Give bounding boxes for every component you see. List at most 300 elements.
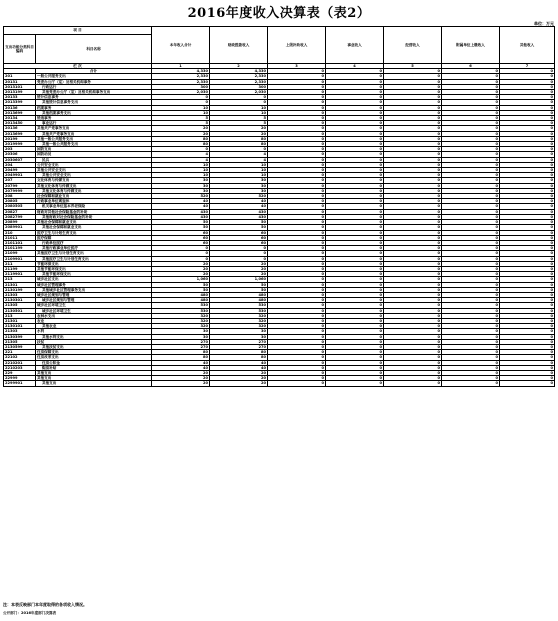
row-value: 80 [210, 350, 268, 355]
row-name: 扶贫 [36, 339, 152, 344]
row-value: 4 [210, 157, 268, 162]
row-name: 其他档案事务支出 [36, 110, 152, 115]
row-value: 0 [384, 318, 442, 323]
row-value: 0 [500, 105, 555, 110]
row-value: 0 [268, 214, 326, 219]
row-value: 320 [210, 313, 268, 318]
row-value: 40 [210, 199, 268, 204]
row-value: 0 [326, 152, 384, 157]
row-value: 0 [268, 308, 326, 313]
row-name: 其他行政事业单位医疗 [36, 246, 152, 251]
row-value: 50 [210, 287, 268, 292]
row-value: 0 [268, 272, 326, 277]
row-value: 0 [326, 256, 384, 261]
row-value: 0 [268, 318, 326, 323]
row-value: 0 [326, 261, 384, 266]
row-code: 2013699 [4, 131, 36, 136]
col-index: 7 [500, 64, 555, 69]
row-code: 204 [4, 162, 36, 167]
row-code: 22999 [4, 376, 36, 381]
row-value: 0 [384, 261, 442, 266]
row-value: 0 [442, 350, 500, 355]
row-value: 40 [210, 360, 268, 365]
row-value: 0 [268, 282, 326, 287]
row-value: 0 [442, 152, 500, 157]
row-value: 0 [500, 318, 555, 323]
row-value: 0 [268, 74, 326, 79]
row-value: 0 [384, 251, 442, 256]
row-value: 0 [268, 266, 326, 271]
row-value: 0 [500, 355, 555, 360]
row-value: 0 [326, 188, 384, 193]
row-code: 2049901 [4, 173, 36, 178]
row-value: 0 [268, 204, 326, 209]
row-code: 2079999 [4, 188, 36, 193]
row-value: 0 [384, 308, 442, 313]
row-value: 0 [326, 282, 384, 287]
row-value: 530 [210, 303, 268, 308]
row-name: 其他统计信息事务支出 [36, 100, 152, 105]
row-name: 农林水支出 [36, 313, 152, 318]
row-name: 其他医疗卫生与计划生育支出 [36, 256, 152, 261]
row-value: 0 [500, 214, 555, 219]
name-header: 科目名称 [36, 35, 152, 64]
row-value: 0 [500, 157, 555, 162]
row-value: 0 [500, 266, 555, 271]
row-value: 0 [384, 313, 442, 318]
row-name: 其他公共安全支出 [36, 168, 152, 173]
col-index: 5 [384, 64, 442, 69]
row-name: 合计 [36, 69, 152, 74]
row-value: 0 [500, 298, 555, 303]
row-value: 0 [326, 298, 384, 303]
row-value: 20 [210, 266, 268, 271]
row-value: 0 [442, 230, 500, 235]
row-value: 0 [210, 100, 268, 105]
row-value: 30 [152, 183, 210, 188]
row-code: 20134 [4, 116, 36, 121]
row-value: 0 [442, 121, 500, 126]
row-code: 2130301 [4, 298, 36, 303]
row-value: 0 [442, 287, 500, 292]
row-value: 0 [384, 355, 442, 360]
row-code: 20199 [4, 136, 36, 141]
row-value: 0 [500, 261, 555, 266]
row-value: 0 [384, 272, 442, 277]
row-value: 0 [442, 74, 500, 79]
row-value: 0 [384, 339, 442, 344]
row-value: 0 [384, 162, 442, 167]
row-value: 0 [268, 95, 326, 100]
row-value: 0 [326, 344, 384, 349]
row-value: 0 [500, 152, 555, 157]
row-value: 0 [384, 183, 442, 188]
row-value: 0 [326, 350, 384, 355]
row-name: 行政运行 [36, 84, 152, 89]
row-value: 50 [152, 287, 210, 292]
row-value: 0 [326, 90, 384, 95]
row-value: 0 [384, 225, 442, 230]
row-value: 320 [152, 313, 210, 318]
row-name: 购房补贴 [36, 365, 152, 370]
row-value: 0 [326, 318, 384, 323]
row-code: 2030607 [4, 157, 36, 162]
row-value: 0 [384, 136, 442, 141]
row-value: 0 [326, 334, 384, 339]
row-value: 0 [384, 116, 442, 121]
row-value: 0 [442, 355, 500, 360]
row-code: 21301 [4, 318, 36, 323]
row-value: 0 [500, 173, 555, 178]
row-value: 0 [152, 147, 210, 152]
row-value: 0 [442, 360, 500, 365]
row-value: 0 [268, 121, 326, 126]
row-value: 0 [326, 251, 384, 256]
row-value: 0 [500, 116, 555, 121]
row-value: 0 [442, 142, 500, 147]
row-value: 320 [210, 324, 268, 329]
row-value: 0 [384, 298, 442, 303]
column-header: 附属单位上缴收入 [442, 27, 500, 64]
row-value: 0 [442, 272, 500, 277]
row-value: 0 [442, 183, 500, 188]
row-value: 0 [268, 157, 326, 162]
row-value: 20 [210, 131, 268, 136]
row-value: 0 [326, 292, 384, 297]
row-value: 0 [326, 116, 384, 121]
row-value: 0 [500, 350, 555, 355]
row-name: 节能环保支出 [36, 261, 152, 266]
row-name: 城乡社区规划与管理 [36, 298, 152, 303]
row-code: 2013699 [4, 110, 36, 115]
row-value: 0 [268, 168, 326, 173]
row-value: 0 [384, 303, 442, 308]
row-value: 0 [326, 266, 384, 271]
row-name: 其他医疗卫生与计划生育支出 [36, 251, 152, 256]
footer-sub: 公开部门：2016年度部门决算表 [3, 611, 57, 615]
row-code: 2013199 [4, 90, 36, 95]
row-value: 0 [384, 329, 442, 334]
row-value: 0 [326, 126, 384, 131]
row-code: 21099 [4, 251, 36, 256]
row-name: 医疗卫生与计划生育支出 [36, 230, 152, 235]
row-value: 0 [384, 173, 442, 178]
row-value: 60 [210, 230, 268, 235]
row-value: 0 [500, 136, 555, 141]
row-name: 档案事务 [36, 105, 152, 110]
row-value: 0 [500, 272, 555, 277]
row-value: 0 [384, 334, 442, 339]
row-value: 0 [442, 251, 500, 256]
report-title: 2016年度收入决算表（表2） [187, 6, 371, 21]
row-value: 0 [326, 381, 384, 386]
row-value: 10 [152, 105, 210, 110]
row-code: 2130399 [4, 334, 36, 339]
row-value: 320 [152, 318, 210, 323]
row-value: 4 [210, 152, 268, 157]
row-value: 0 [442, 344, 500, 349]
row-value: 60 [152, 240, 210, 245]
row-value: 0 [268, 365, 326, 370]
row-code: 2130199 [4, 287, 36, 292]
row-value: 0 [442, 376, 500, 381]
row-value: 4 [152, 157, 210, 162]
row-value: 50 [152, 282, 210, 287]
row-value: 0 [326, 79, 384, 84]
row-value: 0 [442, 136, 500, 141]
row-name: 文化体育与传媒支出 [36, 178, 152, 183]
row-name: 行政事业单位离退休 [36, 199, 152, 204]
row-value: 0 [326, 131, 384, 136]
row-value: 0 [268, 105, 326, 110]
row-value: 0 [442, 194, 500, 199]
row-code: 21303 [4, 292, 36, 297]
row-name: 水利 [36, 329, 152, 334]
row-value: 0 [442, 173, 500, 178]
row-code: 203 [4, 147, 36, 152]
row-value: 0 [500, 178, 555, 183]
row-name: 其他扶贫支出 [36, 344, 152, 349]
row-value: 0 [326, 235, 384, 240]
col-index: 6 [442, 64, 500, 69]
row-code: 207 [4, 178, 36, 183]
row-value: 0 [500, 100, 555, 105]
row-value: 0 [500, 209, 555, 214]
row-value: 60 [210, 235, 268, 240]
row-value: 2,330 [210, 74, 268, 79]
row-code: 2101101 [4, 240, 36, 245]
row-value: 0 [442, 95, 500, 100]
row-name: 其他公共安全支出 [36, 173, 152, 178]
row-value: 40 [152, 360, 210, 365]
row-value: 4,330 [210, 69, 268, 74]
row-value: 0 [384, 204, 442, 209]
row-value: 0 [268, 90, 326, 95]
row-name: 其他节能环保支出 [36, 272, 152, 277]
row-code: 2130599 [4, 344, 36, 349]
row-value: 0 [442, 329, 500, 334]
row-value: 480 [152, 298, 210, 303]
row-value: 50 [210, 282, 268, 287]
row-value: 0 [326, 199, 384, 204]
row-value: 0 [442, 199, 500, 204]
row-value: 20 [152, 381, 210, 386]
row-value: 0 [326, 173, 384, 178]
row-value: 0 [384, 246, 442, 251]
row-value: 0 [326, 84, 384, 89]
row-name: 农业 [36, 318, 152, 323]
row-value: 0 [268, 230, 326, 235]
row-value: 0 [442, 131, 500, 136]
row-value: 0 [500, 126, 555, 131]
row-name: 其他共产党事务支出 [36, 126, 152, 131]
column-header: 经营收入 [384, 27, 442, 64]
row-value: 0 [384, 220, 442, 225]
row-value: 0 [384, 230, 442, 235]
row-value: 0 [500, 313, 555, 318]
row-name: 其他一般公共服务支出 [36, 136, 152, 141]
row-value: 0 [442, 313, 500, 318]
row-value: 0 [384, 90, 442, 95]
row-value: 0 [268, 126, 326, 131]
row-value: 0 [268, 277, 326, 282]
row-value: 0 [326, 287, 384, 292]
row-value: 10 [152, 173, 210, 178]
row-value: 10 [152, 162, 210, 167]
row-value: 0 [500, 287, 555, 292]
row-value: 0 [442, 298, 500, 303]
row-value: 0 [268, 324, 326, 329]
row-value: 0 [500, 303, 555, 308]
row-value: 0 [500, 147, 555, 152]
row-value: 0 [268, 376, 326, 381]
row-value: 0 [384, 209, 442, 214]
row-value: 0 [442, 178, 500, 183]
row-value: 0 [268, 183, 326, 188]
row-value: 0 [384, 240, 442, 245]
row-value: 0 [442, 214, 500, 219]
row-value: 0 [500, 329, 555, 334]
row-code: 20499 [4, 168, 36, 173]
row-value: 430 [152, 209, 210, 214]
row-value: 30 [210, 188, 268, 193]
row-value: 0 [326, 313, 384, 318]
row-value: 0 [384, 121, 442, 126]
code-header: 支出功能分类科目编码 [4, 35, 36, 64]
row-code: 213 [4, 313, 36, 318]
row-name: 国防支出 [36, 147, 152, 152]
row-value: 0 [500, 69, 555, 74]
row-value: 0 [268, 116, 326, 121]
row-value: 0 [500, 277, 555, 282]
row-value: 0 [384, 376, 442, 381]
row-value: 0 [500, 121, 555, 126]
row-value: 0 [152, 256, 210, 261]
row-value: 0 [442, 225, 500, 230]
row-value: 0 [442, 69, 500, 74]
row-value: 0 [268, 79, 326, 84]
row-value: 0 [500, 110, 555, 115]
row-value: 0 [268, 240, 326, 245]
row-value: 300 [210, 84, 268, 89]
row-value: 80 [152, 355, 210, 360]
row-name: 住房改革支出 [36, 355, 152, 360]
row-value: 0 [384, 126, 442, 131]
row-value: 0 [326, 147, 384, 152]
row-value: 0 [500, 256, 555, 261]
row-value: 2,330 [152, 74, 210, 79]
row-value: 0 [268, 225, 326, 230]
row-value: 0 [442, 324, 500, 329]
row-value: 0 [326, 246, 384, 251]
row-code: 20133 [4, 95, 36, 100]
row-value: 0 [500, 188, 555, 193]
row-code: 2013399 [4, 100, 36, 105]
row-value: 0 [442, 365, 500, 370]
row-value: 40 [210, 204, 268, 209]
row-value: 2,030 [152, 90, 210, 95]
row-value: 0 [326, 209, 384, 214]
row-value: 0 [326, 162, 384, 167]
row-value: 0 [500, 292, 555, 297]
row-name: 行政单位医疗 [36, 240, 152, 245]
row-value: 5 [210, 121, 268, 126]
row-value: 20 [152, 126, 210, 131]
row-code: 2082799 [4, 214, 36, 219]
row-value: 0 [442, 235, 500, 240]
row-value: 0 [268, 147, 326, 152]
row-value: 0 [442, 220, 500, 225]
row-value: 20 [152, 272, 210, 277]
row-value: 0 [384, 157, 442, 162]
row-code: 2130101 [4, 324, 36, 329]
row-code: 2210203 [4, 365, 36, 370]
row-name: 住房保障支出 [36, 350, 152, 355]
row-value: 0 [500, 365, 555, 370]
row-value: 0 [500, 162, 555, 167]
row-code: 20805 [4, 199, 36, 204]
row-value: 30 [210, 334, 268, 339]
row-value: 0 [326, 308, 384, 313]
row-value: 0 [384, 194, 442, 199]
row-value: 320 [152, 324, 210, 329]
table-row [4, 381, 555, 386]
row-value: 0 [384, 74, 442, 79]
row-value: 0 [442, 318, 500, 323]
row-value: 0 [384, 266, 442, 271]
row-code: 20136 [4, 126, 36, 131]
row-value: 0 [500, 246, 555, 251]
row-name: 国防动员 [36, 152, 152, 157]
row-value: 270 [210, 339, 268, 344]
row-value: 20 [210, 376, 268, 381]
row-value: 0 [326, 168, 384, 173]
row-name: 城乡社区规划与管理 [36, 292, 152, 297]
row-name: 社会保障和就业支出 [36, 194, 152, 199]
row-value: 0 [268, 69, 326, 74]
row-value: 40 [152, 365, 210, 370]
footer-note: 注：本表反映部门本年度取得的各项收入情况。 [3, 602, 87, 607]
row-value: 30 [210, 183, 268, 188]
row-code: 213 [4, 277, 36, 282]
row-value: 0 [210, 95, 268, 100]
row-name: 其他支出 [36, 370, 152, 375]
row-value: 0 [326, 339, 384, 344]
row-code: 211 [4, 261, 36, 266]
row-value: 300 [152, 84, 210, 89]
row-value: 4 [152, 152, 210, 157]
row-value: 0 [326, 272, 384, 277]
row-value: 0 [442, 168, 500, 173]
row-value: 0 [442, 116, 500, 121]
row-value: 0 [442, 246, 500, 251]
row-value: 0 [326, 329, 384, 334]
row-value: 480 [210, 298, 268, 303]
row-value: 0 [268, 329, 326, 334]
row-value: 0 [326, 142, 384, 147]
row-value: 20 [152, 131, 210, 136]
row-value: 0 [152, 246, 210, 251]
row-value: 80 [210, 142, 268, 147]
row-value: 320 [210, 318, 268, 323]
row-value: 0 [500, 204, 555, 209]
row-value: 480 [210, 292, 268, 297]
row-value: 0 [442, 84, 500, 89]
row-value: 40 [152, 204, 210, 209]
row-value: 0 [442, 147, 500, 152]
row-value: 0 [384, 350, 442, 355]
row-value: 2,330 [210, 79, 268, 84]
